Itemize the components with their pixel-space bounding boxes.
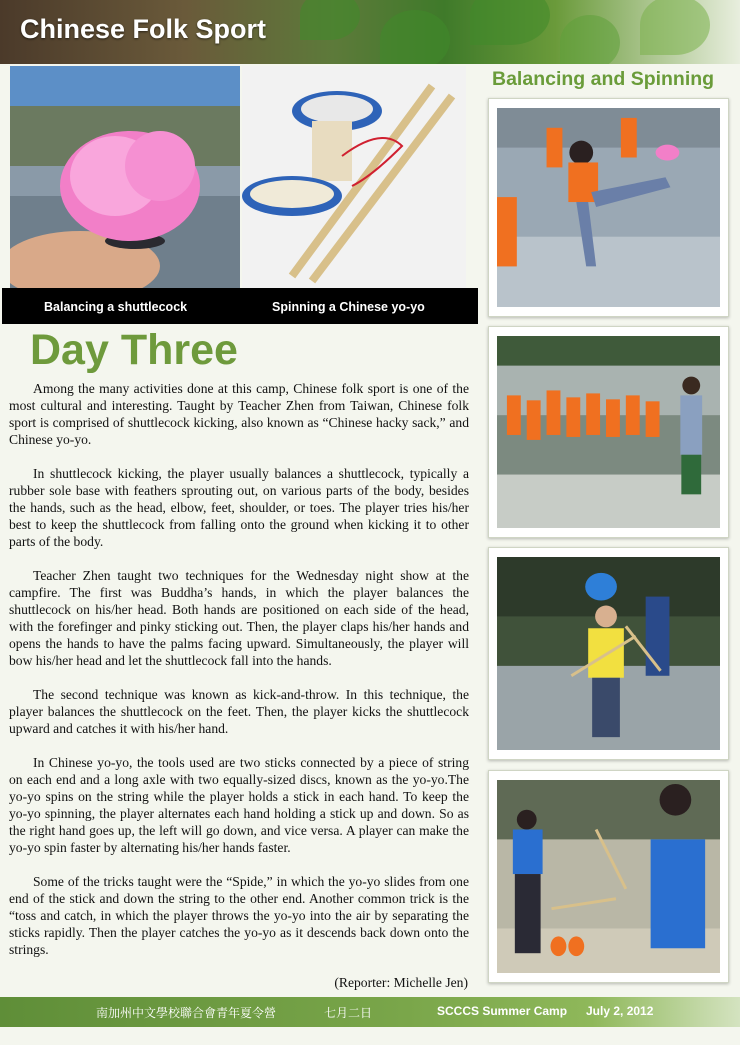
photo-frame-kicking <box>488 98 729 317</box>
article-paragraph: Some of the tricks taught were the “Spide,” in which the yo-yo slides from one end of the stick and down the string to the other end. Another common trick is the “toss and catch, in which the player throws the yo-yo into the air by separating the sticks rapidly. Then the player catches the yo-yo as it descends back down onto the strings. <box>9 874 469 957</box>
header-banner <box>0 0 740 64</box>
shuttlecock-photo <box>10 66 240 288</box>
section-title: Balancing and Spinning <box>492 68 715 90</box>
article-body <box>9 380 469 958</box>
footer-date: July 2, 2012 <box>586 1004 654 1018</box>
article-paragraph: Among the many activities done at this camp, Chinese folk sport is one of the most cultural and interesting. Taught by Teacher Zhen from Taiwan, Chinese folk sport is comprised of shuttlecock kicking, also known as “Chinese hacky sack,” and Chinese yo-yo. <box>9 381 469 447</box>
day-title: Day Three <box>30 326 238 374</box>
footer-bar <box>0 997 740 1027</box>
reporter-credit: (Reporter: Michelle Jen) <box>334 975 468 990</box>
photo-frame-yoyo-boy <box>488 547 729 760</box>
article-paragraph: The second technique was known as kick-and-throw. In this technique, the player balances the shuttlecock on the feet. Then, the player kicks the shuttlecock upward and catches it with his/her hand. <box>9 687 469 736</box>
photo-caption-bar <box>2 288 478 324</box>
yoyo-photo <box>242 66 466 288</box>
footer-date-chinese: 七月二日 <box>324 1006 373 1020</box>
footer-org-chinese: 南加州中文學校聯合會青年夏令營 <box>96 1006 277 1020</box>
article-paragraph: In shuttlecock kicking, the player usually balances a shuttlecock, typically a rubber sole base with feathers sprouting out, on various parts of the body, besides the hands, such as the head, elbow, feet, shoulder, or toes. The player tries his/her best to keep the shuttlecock from falling onto the ground when kicking it to other parts of the body. <box>9 466 469 549</box>
article-paragraph: Teacher Zhen taught two techniques for the Wednesday night show at the campfire. The first was Buddha’s hands, in which the player balances the shuttlecock on his/her head. Both hands are positioned on each side of the head, with the forefinger and pinky sticking out. Then, the player claps his/her hands and opens the hands to have the palms facing upward. Simultaneously, the player will bow his/her head and let the shuttlecock fall into the hands. <box>9 568 469 668</box>
photo-frame-yoyo-teens <box>488 770 729 983</box>
caption-yoyo: Spinning a Chinese yo-yo <box>272 300 425 314</box>
article-paragraph: In Chinese yo-yo, the tools used are two sticks connected by a piece of string on each end and a long axle with two equally-sized discs, known as the yo-yo.The yo-yo spins on the string while the player holds a stick in each hand. To keep the yo-yo spinning, the player alternates each hand holding a stick up and down. So as the right hand goes up, the left will go down, and vice versa. A player can make the yo-yo spin faster by alternating his/her hands faster. <box>9 755 469 855</box>
caption-shuttlecock: Balancing a shuttlecock <box>44 300 188 314</box>
footer-camp-name: SCCCS Summer Camp <box>437 1004 568 1018</box>
header-title: Chinese Folk Sport <box>20 14 267 44</box>
photo-frame-group <box>488 326 729 538</box>
